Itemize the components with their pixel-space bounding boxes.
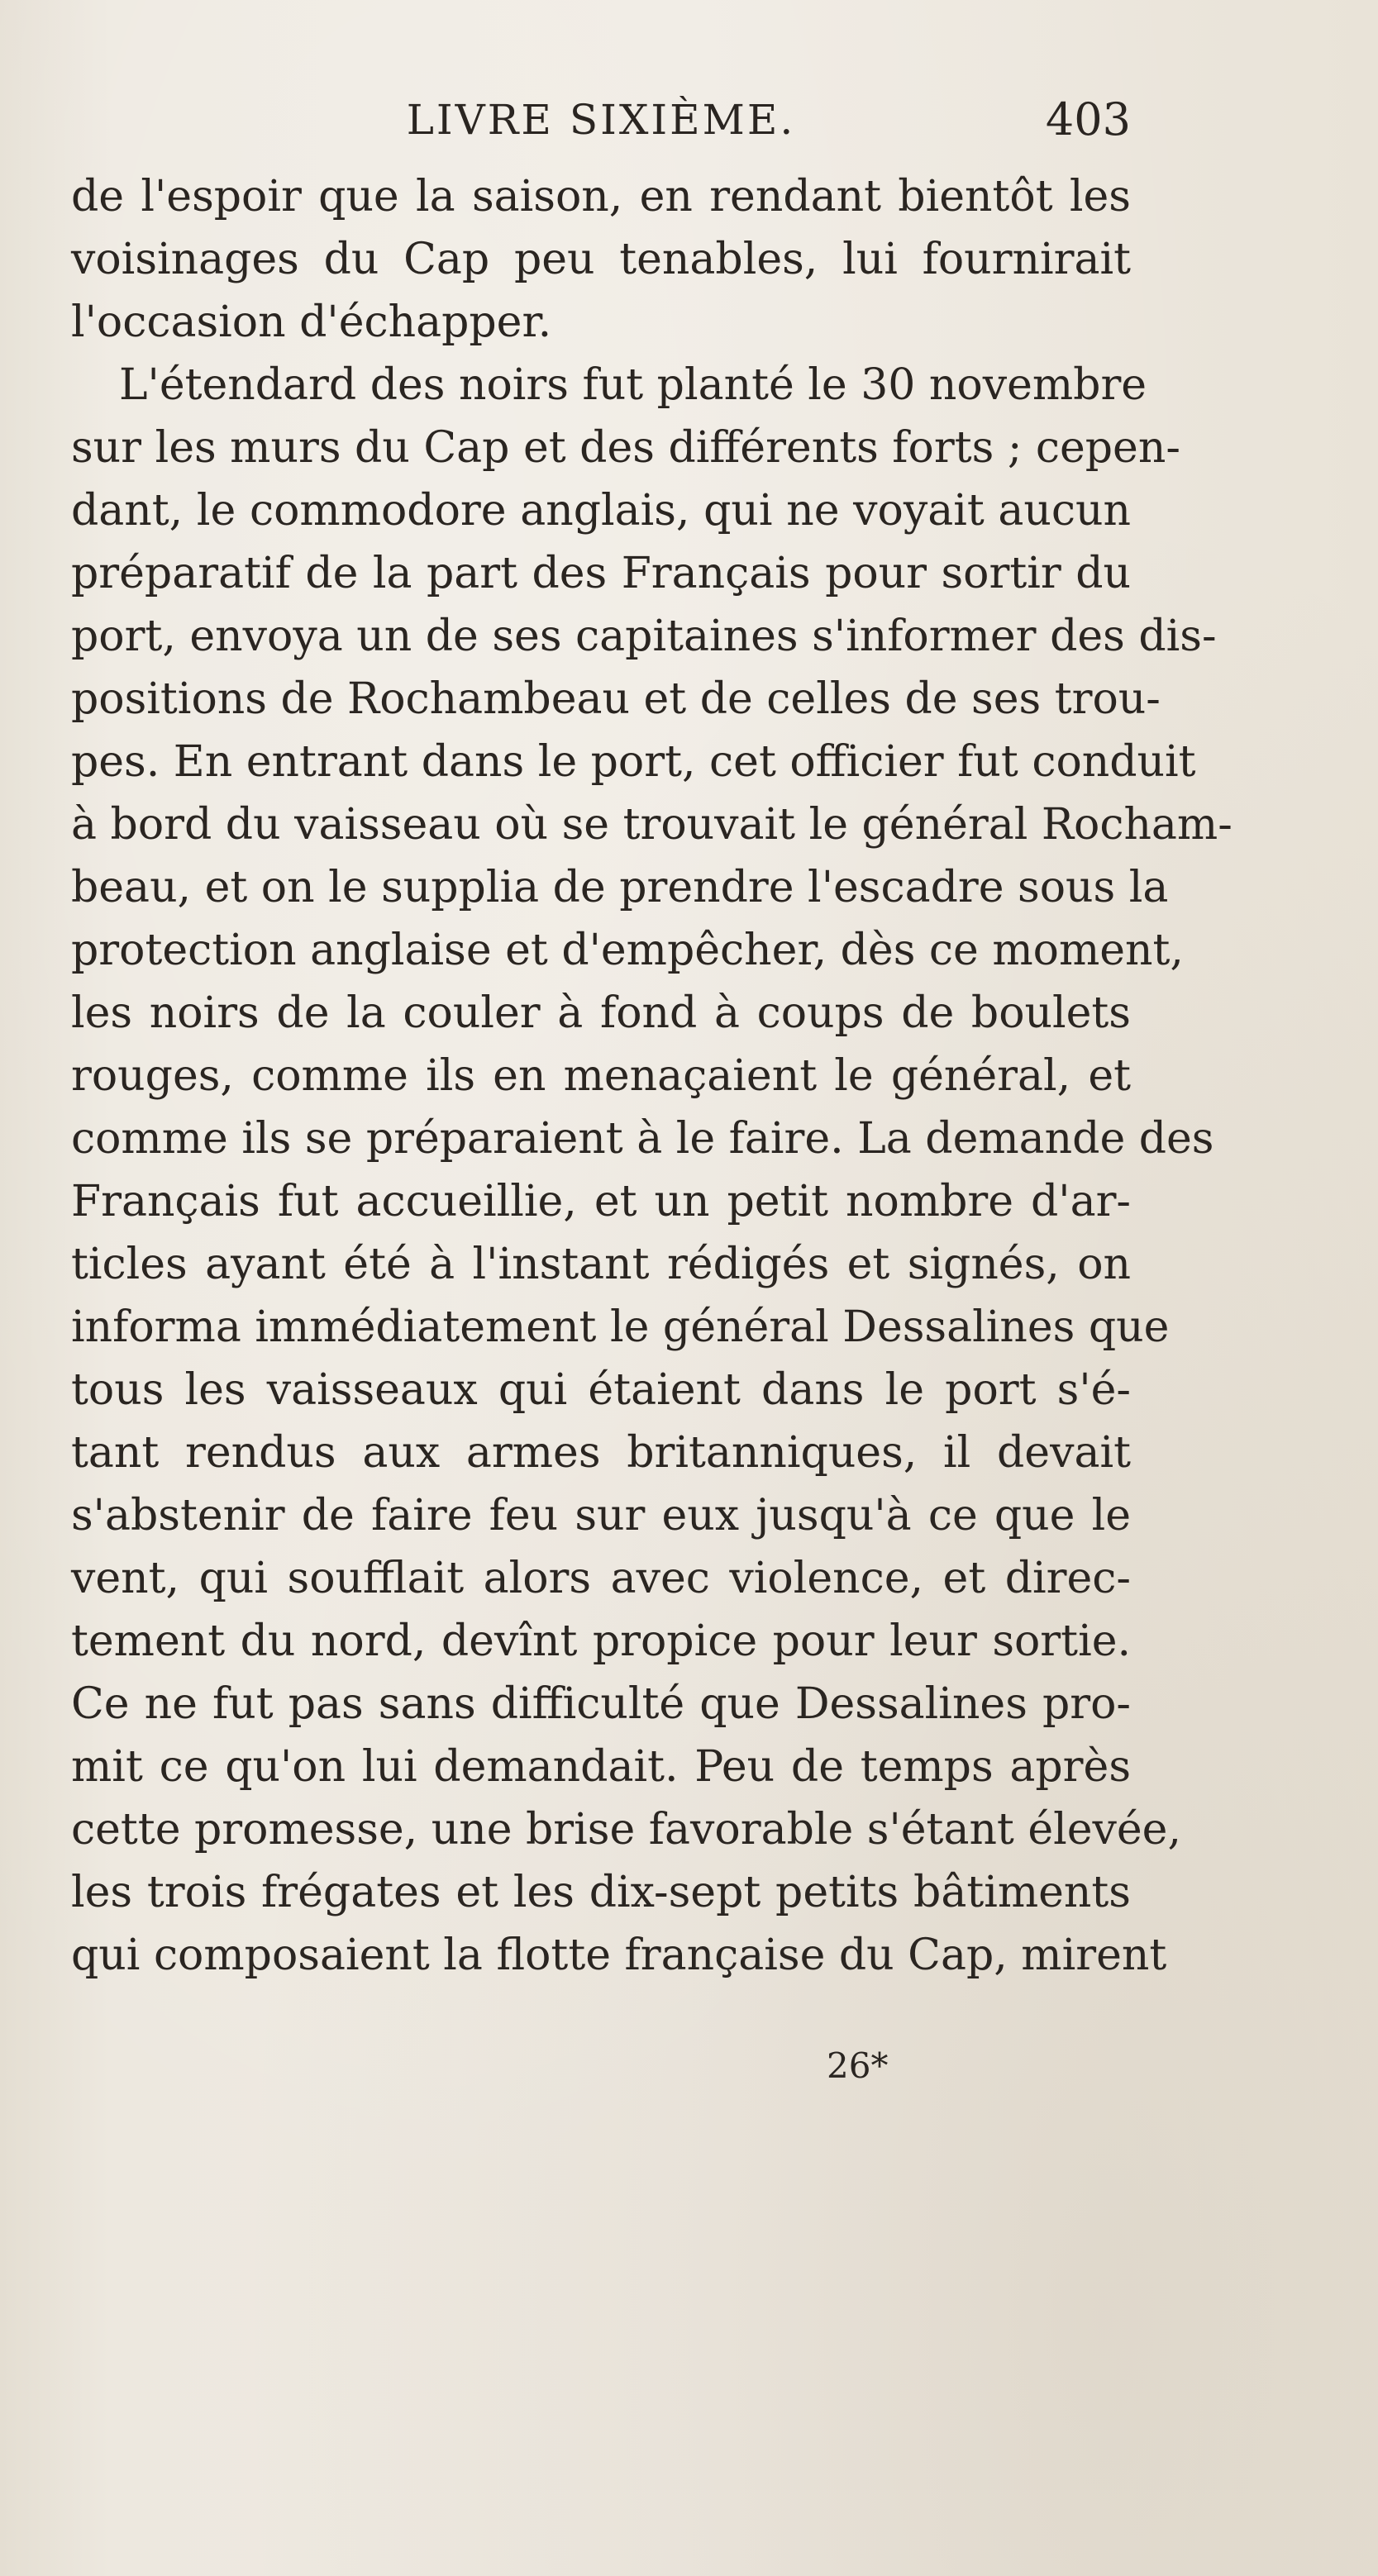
text-line: ticles ayant été à l'instant rédigés et signés, on: [71, 1240, 1131, 1289]
text-line: comme ils se préparaient à le faire. La demande des: [71, 1114, 1214, 1164]
text-line: tement du nord, devînt propice pour leur sortie.: [71, 1617, 1131, 1666]
text-line: les noirs de la couler à fond à coups de boulets: [71, 988, 1131, 1038]
running-title: LIVRE SIXIÈME.: [406, 96, 796, 144]
text-line: l'occasion d'échapper.: [71, 298, 552, 347]
text-line: cette promesse, une brise favorable s'étant élevée,: [71, 1805, 1181, 1855]
text-line: positions de Rochambeau et de celles de ses trou-: [71, 674, 1161, 724]
page-header: [71, 91, 1131, 149]
text-line: les trois frégates et les dix-sept petits bâtiments: [71, 1868, 1131, 1917]
text-line: beau, et on le supplia de prendre l'escadre sous la: [71, 863, 1169, 912]
text-line: protection anglaise et d'empêcher, dès ce moment,: [71, 926, 1184, 975]
page-number: 403: [1045, 93, 1131, 145]
text-line: de l'espoir que la saison, en rendant bientôt les: [71, 172, 1131, 221]
text-line: mit ce qu'on lui demandait. Peu de temps après: [71, 1742, 1131, 1792]
body-text: [71, 165, 1233, 1987]
text-line: qui composaient la flotte française du Cap, mirent: [71, 1931, 1167, 1980]
text-line: tant rendus aux armes britanniques, il devait: [71, 1428, 1131, 1478]
text-line: préparatif de la part des Français pour sortir du: [71, 549, 1131, 598]
text-line: voisinages du Cap peu tenables, lui fournirait: [71, 235, 1131, 284]
text-line: dant, le commodore anglais, qui ne voyait aucun: [71, 486, 1131, 536]
text-line: s'abstenir de faire feu sur eux jusqu'à ce que le: [71, 1491, 1131, 1540]
text-line: port, envoya un de ses capitaines s'informer des dis-: [71, 612, 1217, 661]
signature-mark: 26*: [827, 2045, 889, 2086]
text-line: vent, qui soufflait alors avec violence, et direc-: [71, 1554, 1131, 1603]
text-line: pes. En entrant dans le port, cet officier fut conduit: [71, 737, 1196, 787]
text-line: Français fut accueillie, et un petit nombre d'ar-: [71, 1177, 1131, 1226]
text-line: rouges, comme ils en menaçaient le général, et: [71, 1051, 1131, 1101]
text-line: informa immédiatement le général Dessalines que: [71, 1302, 1170, 1352]
text-line: tous les vaisseaux qui étaient dans le port s'é-: [71, 1365, 1131, 1415]
text-line: Ce ne fut pas sans difficulté que Dessalines pro-: [71, 1679, 1131, 1729]
text-line: à bord du vaisseau où se trouvait le général Rocham-: [71, 800, 1233, 850]
text-line: sur les murs du Cap et des différents forts ; cepen-: [71, 423, 1180, 473]
text-line: L'étendard des noirs fut planté le 30 novembre: [119, 360, 1147, 410]
